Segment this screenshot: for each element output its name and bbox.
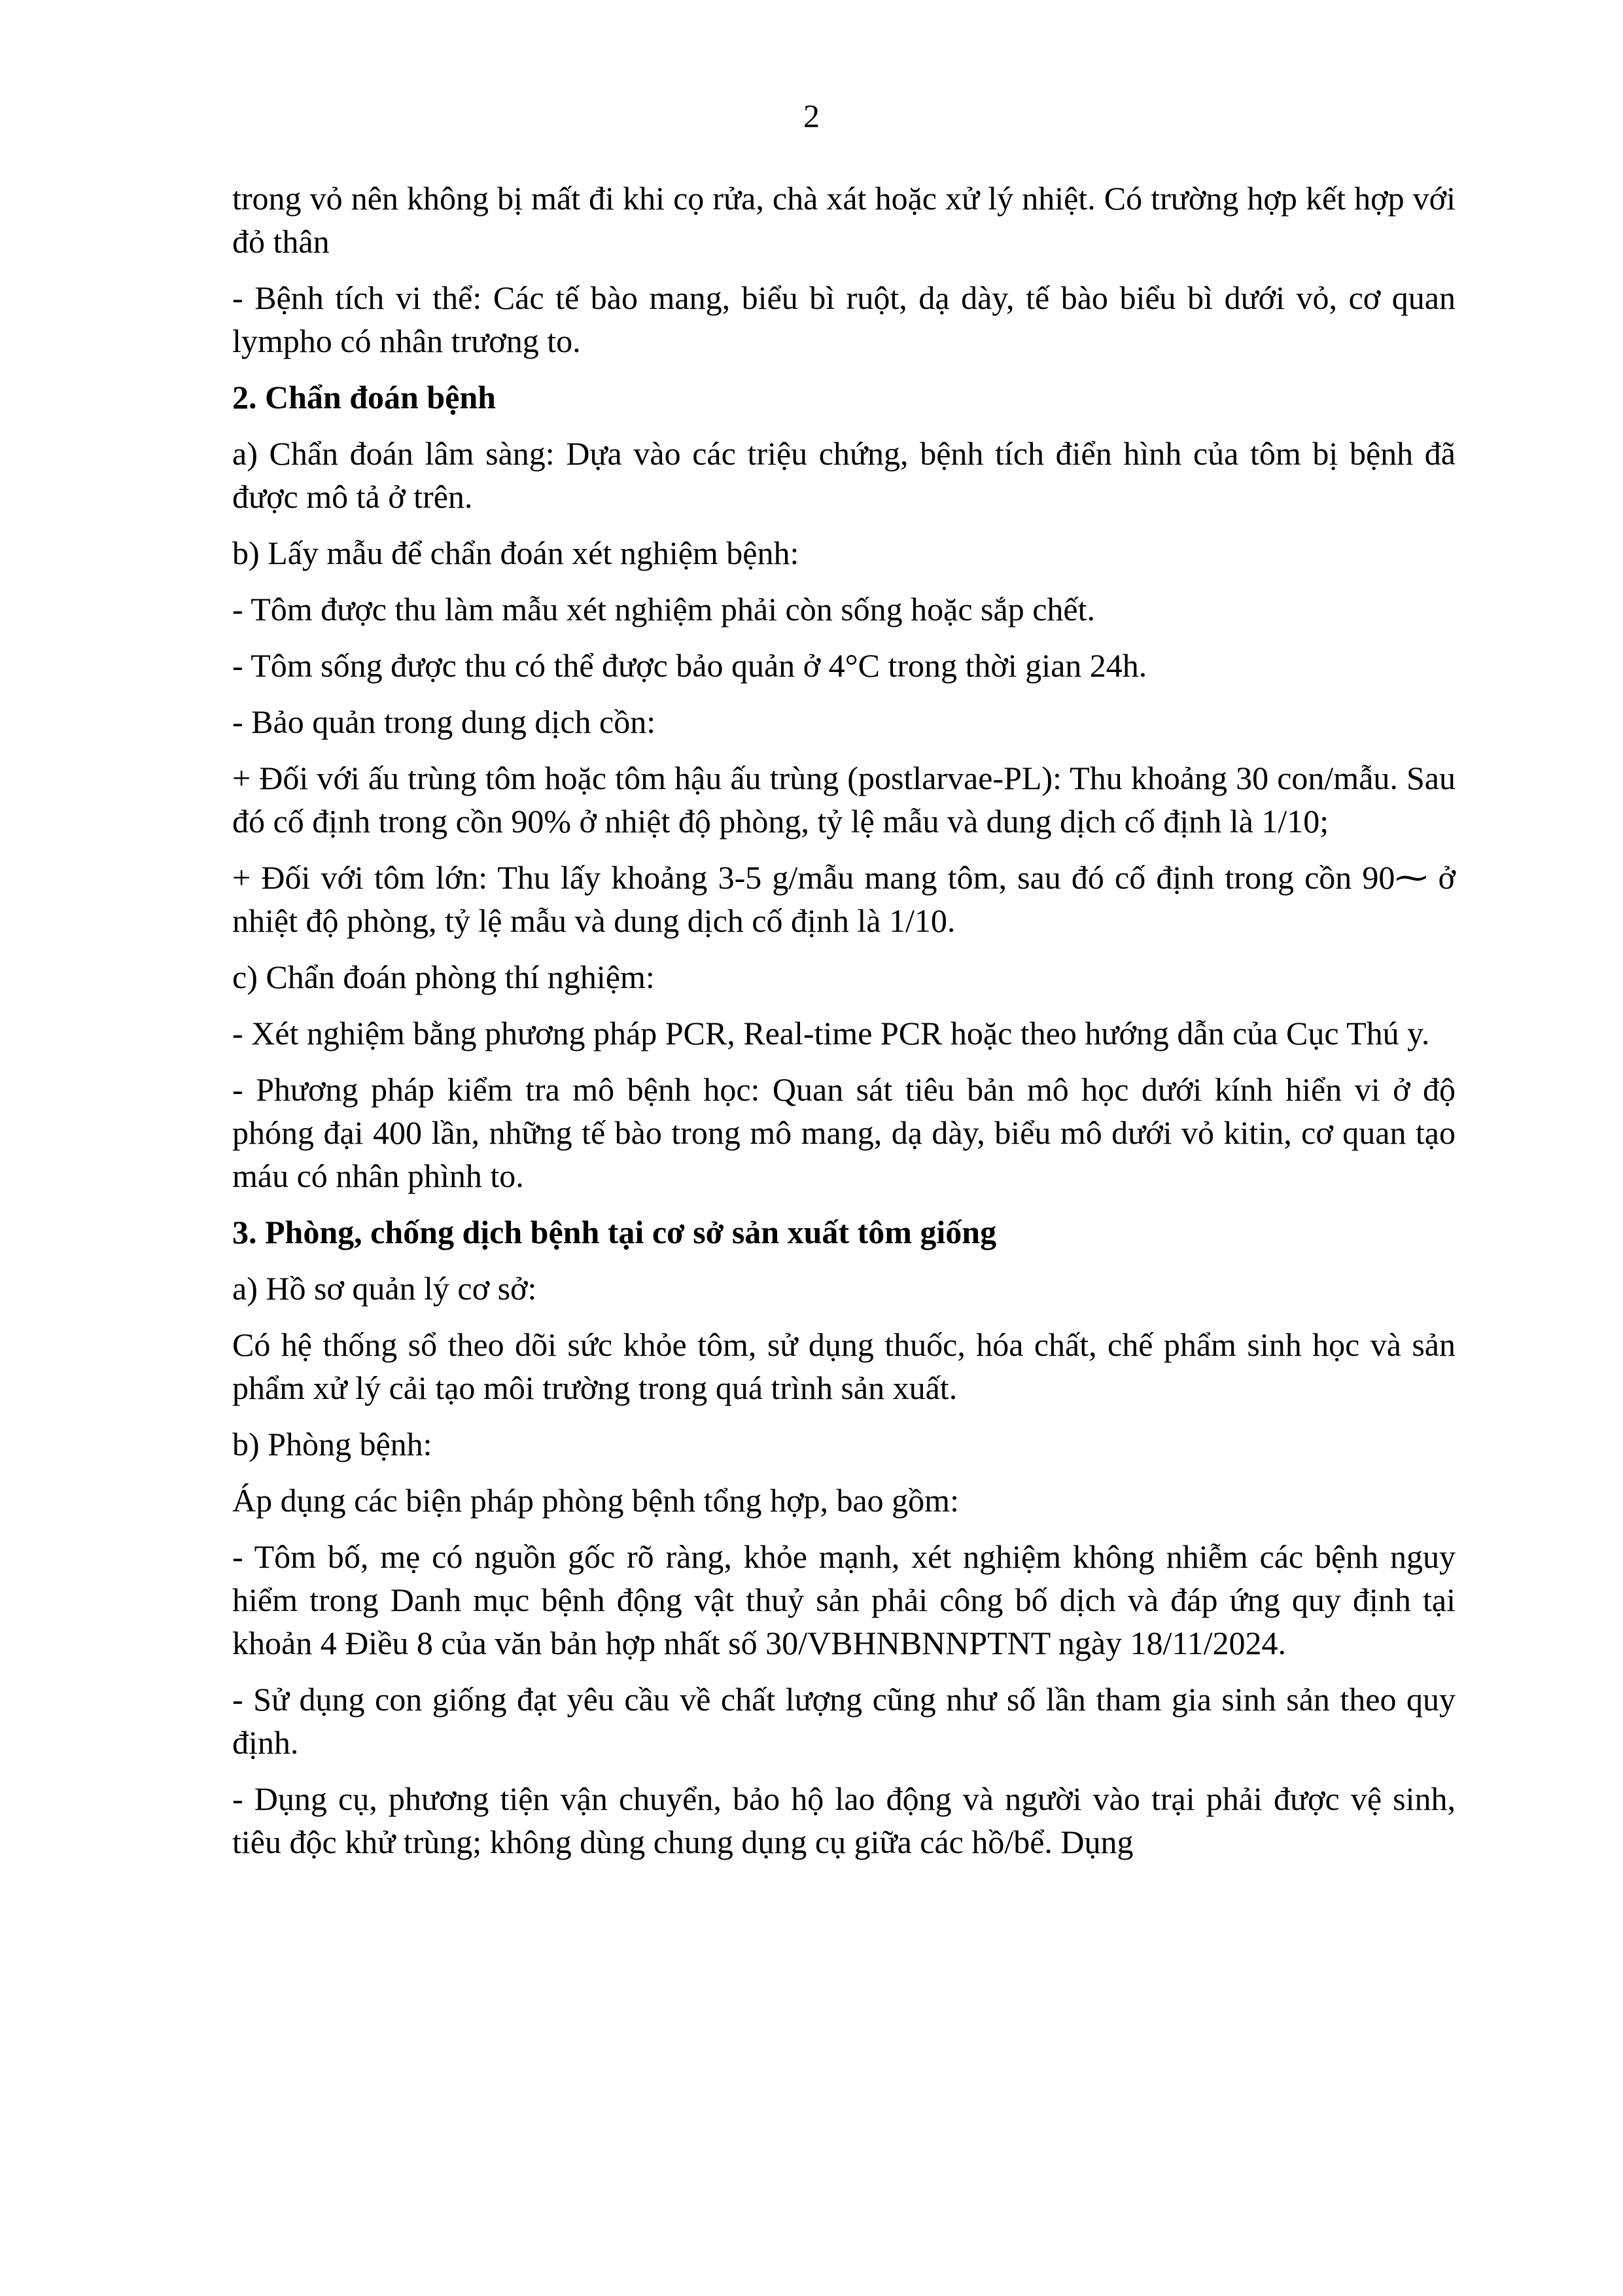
paragraph: trong vỏ nên không bị mất đi khi cọ rửa, chà xát hoặc xử lý nhiệt. Có trường hợp kết hợp với đỏ thân — [232, 180, 1456, 260]
paragraph: Có hệ thống sổ theo dõi sức khỏe tôm, sử dụng thuốc, hóa chất, chế phẩm sinh học và sản phẩm xử lý cải tạo môi trường trong quá trình sản xuất. — [232, 1326, 1456, 1406]
paragraph: a) Hồ sơ quản lý cơ sở: — [232, 1270, 537, 1307]
paragraph: b) Lấy mẫu để chẩn đoán xét nghiệm bệnh: — [232, 535, 799, 571]
page-number: 2 — [803, 97, 820, 134]
section-heading: 2. Chẩn đoán bệnh — [232, 379, 496, 415]
paragraph: - Xét nghiệm bằng phương pháp PCR, Real-time PCR hoặc theo hướng dẫn của Cục Thú y. — [232, 1015, 1430, 1051]
paragraph: b) Phòng bệnh: — [232, 1426, 432, 1462]
paragraph: - Bảo quản trong dung dịch cồn: — [232, 703, 656, 740]
document-body — [232, 177, 1456, 1877]
paragraph: + Đối với tôm lớn: Thu lấy khoảng 3-5 g/mẫu mang tôm, sau đó cố định trong cồn 90⁓ ở nhiệt độ phòng, tỷ lệ mẫu và dung dịch cố định là 1/10. — [232, 859, 1456, 939]
paragraph: - Tôm sống được thu có thể được bảo quản ở 4°C trong thời gian 24h. — [232, 647, 1147, 684]
paragraph: - Tôm bố, mẹ có nguồn gốc rõ ràng, khỏe mạnh, xét nghiệm không nhiễm các bệnh nguy hiểm trong Danh mục bệnh động vật thuỷ sản phải công bố dịch và đáp ứng quy định tại khoản 4 Điều 8 của văn bản hợp nhất số 30/VBHNBNNPTNT ngày 18/11/2024. — [232, 1538, 1456, 1661]
paragraph: - Tôm được thu làm mẫu xét nghiệm phải còn sống hoặc sắp chết. — [232, 591, 1095, 627]
paragraph: a) Chẩn đoán lâm sàng: Dựa vào các triệu chứng, bệnh tích điển hình của tôm bị bệnh đã được mô tả ở trên. — [232, 435, 1456, 515]
paragraph: - Phương pháp kiểm tra mô bệnh học: Quan sát tiêu bản mô học dưới kính hiển vi ở độ phóng đại 400 lần, những tế bào trong mô mang, dạ dày, biểu mô dưới vỏ kitin, cơ quan tạo máu có nhân phình to. — [232, 1071, 1456, 1194]
paragraph: Áp dụng các biện pháp phòng bệnh tổng hợp, bao gồm: — [232, 1482, 959, 1519]
paragraph: + Đối với ấu trùng tôm hoặc tôm hậu ấu trùng (postlarvae-PL): Thu khoảng 30 con/mẫu. Sau đó cố định trong cồn 90% ở nhiệt độ phòng, tỷ lệ mẫu và dung dịch cố định là 1/10; — [232, 760, 1456, 839]
paragraph: c) Chẩn đoán phòng thí nghiệm: — [232, 959, 655, 995]
paragraph: - Sử dụng con giống đạt yêu cầu về chất lượng cũng như số lần tham gia sinh sản theo quy định. — [232, 1681, 1456, 1761]
paragraph: - Bệnh tích vi thể: Các tế bào mang, biểu bì ruột, dạ dày, tế bào biểu bì dưới vỏ, cơ quan lympho có nhân trương to. — [232, 279, 1456, 359]
section-heading: 3. Phòng, chống dịch bệnh tại cơ sở sản xuất tôm giống — [232, 1214, 997, 1250]
paragraph: - Dụng cụ, phương tiện vận chuyển, bảo hộ lao động và người vào trại phải được vệ sinh, tiêu độc khử trùng; không dùng chung dụng cụ giữa các hồ/bể. Dụng — [232, 1780, 1456, 1860]
